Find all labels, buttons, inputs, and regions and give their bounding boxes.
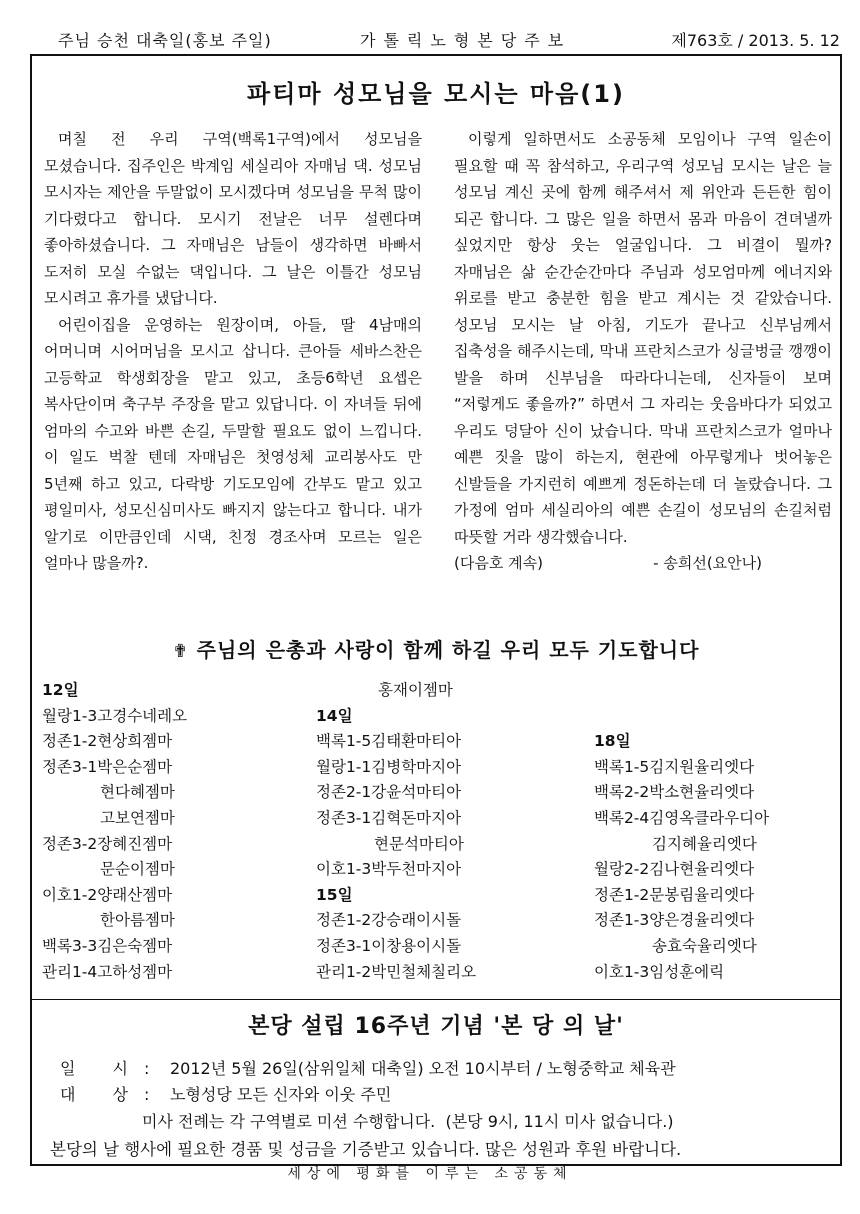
prayer-name-entry: 고보연젬마 [100,808,175,827]
prayer-name-entry: 문순이젬마 [100,860,175,879]
event-colon: : [144,1059,150,1078]
feast-name: 주님 승천 대축일(홍보 주일) [58,31,272,50]
issue-number-date: 제763호 / 2013. 5. 12 [671,31,840,50]
event-date-value: 2012년 5월 26일(삼위일체 대축일) 오전 10시부터 / 노형중학교 체육관 [170,1059,676,1078]
article-paragraph: 며칠 전 우리 구역(백록1구역)에서 성모님을 모셨습니다. 집주인은 박계임 세실리아 자매님 댁. 성모님 모시자는 제안을 두말없이 모시겠다며 성모님을 무척 많이 기다렸다고 합니다. 모시기 전날은 너무 설렌다며 좋아하셨습니다. 그 자매님은 남들이 생각하면 바빠서 도저히 모실 수없는 댁입니다. 그 날은 이틀간 성모님 모시려고 휴가를 냈답니다. [44,130,422,307]
prayer-name-entry: 한아름젬마 [100,911,175,930]
mass-note-paren: (본당 9시, 11시 미사 없습니다.) [445,1112,674,1131]
prayer-list-column-1 [42,678,187,985]
prayer-day-label: 18일 [594,732,631,751]
content-frame [30,54,842,1166]
bulletin-header [30,28,840,52]
prayer-day-label: 14일 [316,706,353,725]
cross-icon: ✟ [172,641,189,662]
prayer-title-text: 주님의 은총과 사랑이 함께 하길 우리 모두 기도합니다 [196,638,700,662]
footer-motto: 세상에 평화를 이루는 소공동체 [287,1166,573,1182]
prayer-list-spacer [316,678,476,704]
article-left-column [44,126,422,577]
prayer-section-title [32,634,840,663]
prayer-name-entry: 백록1-5김지원율리엣다 [594,757,755,776]
article-right-column [454,126,832,577]
prayer-name-entry: 이호1-2양래산젬마 [42,885,173,904]
prayer-name-entry: 현문석마티아 [374,834,464,853]
prayer-name-entry: 정존1-2현상희젬마 [42,732,173,751]
prayer-name-entry: 정존1-2문봉림율리엣다 [594,885,755,904]
prayer-name-entry: 정존2-1강윤석마티아 [316,783,462,802]
prayer-name-entry: 정존1-3양은경율리엣다 [594,911,755,930]
prayer-name-entry: 월랑2-2김나현율리엣다 [594,860,755,879]
article-title: 파티마 성모님을 모시는 마음(1) [247,80,625,108]
prayer-day-label: 15일 [316,885,353,904]
prayer-name-entry: 정존3-1박은순젬마 [42,757,173,776]
prayer-name-entry: 월랑1-3고경수네레오 [42,706,188,725]
event-title: 본당 설립 16주년 기념 '본 당 의 날' [248,1014,624,1039]
continued-note: (다음호 계속) [454,554,543,572]
article-paragraph: 이렇게 일하면서도 소공동체 모임이나 구역 일손이 필요할 때 꼭 참석하고, 우리구역 성모님 모시는 날은 늘 성모님 계신 곳에 함께 해주셔서 제 위안과 든든한 힘이 되곤 합니다. 그 많은 일을 하면서 몸과 마음이 견뎌낼까 싶었지만 항상 웃는 얼굴입니다. 그 비결이 뭘까? 자매님은 삶 순간순간마다 주님과 성모엄마께 에너지와 위로를 받고 충분한 힘을 받고 계시는 것 같았습니다. 성모님 모시는 날 아침, 기도가 끝나고 신부님께서 집축성을 해주시는데, 막내 프란치스코가 싱글벙글 깽깽이 발을 하며 신부님을 따라다니는데, 신자들이 보며 “저렇게도 좋을까?” 하면서 그 자리는 웃음바다가 되었고 우리도 덩달아 신이 났습니다. 막내 프란치스코가 얼마나 예쁜 짓을 많이 하는지, 현관에 아무렇게나 벗어놓은 신발들을 가지런히 예쁘게 정돈하는데 더 놀랐습니다. 그 가정에 엄마 세실리아의 예쁜 손길이 성모님의 손길처럼 따뜻할 거라 생각했습니다. [454,130,832,546]
section-divider [32,999,840,1000]
prayer-name-entry: 관리1-4고하성젬마 [42,962,173,981]
prayer-name-entry: 정존1-2강승래이시돌 [316,911,462,930]
prayer-list-spacer [594,704,769,730]
prayer-name-entry: 이호1-3임성훈에릭 [594,962,725,981]
prayer-name-entry: 월랑1-1김병학마지아 [316,757,462,776]
prayer-name-entry: 백록1-5김태환마티아 [316,732,462,751]
prayer-name-entry: 정존3-1이창용이시돌 [316,936,462,955]
prayer-list-column-2 [316,678,476,985]
prayer-name-entry: 정존3-1김혁돈마지아 [316,808,462,827]
article-author: - 송희선(요안나) [653,554,762,572]
prayer-day-label: 12일 [42,681,79,699]
event-date-line [60,1056,676,1079]
article-credit [454,550,832,577]
event-target-line [60,1082,391,1105]
prayer-name-entry: 송효숙율리엣다 [652,936,757,955]
prayer-name-entry: 백록3-3김은숙젬마 [42,936,173,955]
prayer-name-entry: 관리1-2박민철체칠리오 [316,962,477,981]
event-colon: : [144,1085,150,1104]
mass-note-line [142,1109,674,1132]
event-date-key: 일 시 [60,1059,144,1078]
prayer-name-entry: 이호1-3박두천마지아 [316,860,462,879]
prayer-name-entry: 정존3-2장혜진젬마 [42,834,173,853]
article-paragraph: 어린이집을 운영하는 원장이며, 아들, 딸 4남매의 어머니며 시어머님을 모시고 삽니다. 큰아들 세바스찬은 고등학교 학생회장을 맡고 있고, 초등6학년 요셉은 복사단이며 축구부 주장을 맡고 있답니다. 이 자녀들 뒤에 엄마의 수고와 바쁜 손길, 두말할 필요도 없이 느낍니다. 이 일도 벅찰 텐데 자매님은 첫영성체 교리봉사도 만 5년째 하고 있고, 다락방 기도모임에 간부도 맡고 있고 평일미사, 성모신심미사도 빠지지 않는다고 합니다. 내가 알기로 이만큼인데 시댁, 친정 경조사며 모르는 일은 얼마나 많을까?. [44,315,422,572]
donation-line: 본당의 날 행사에 필요한 경품 및 성금을 기증받고 있습니다. 많은 성원과 후원 바랍니다. [50,1140,682,1159]
prayer-extra-name: 홍재이젬마 [378,681,453,699]
event-target-key: 대 상 [60,1085,144,1104]
prayer-name-entry: 백록2-4김영옥클라우디아 [594,808,770,827]
event-target-value: 노형성당 모든 신자와 이웃 주민 [170,1085,392,1104]
prayer-name-entry: 현다혜젬마 [100,783,175,802]
prayer-list-column-3 [594,678,769,985]
prayer-name-entry: 김지혜율리엣다 [652,834,757,853]
bulletin-name: 가톨릭노형본당주보 [360,31,572,50]
prayer-name-entry: 백록2-2박소현율리엣다 [594,783,755,802]
prayer-list-spacer [594,678,769,704]
mass-note: 미사 전례는 각 구역별로 미션 수행합니다. [142,1112,436,1131]
